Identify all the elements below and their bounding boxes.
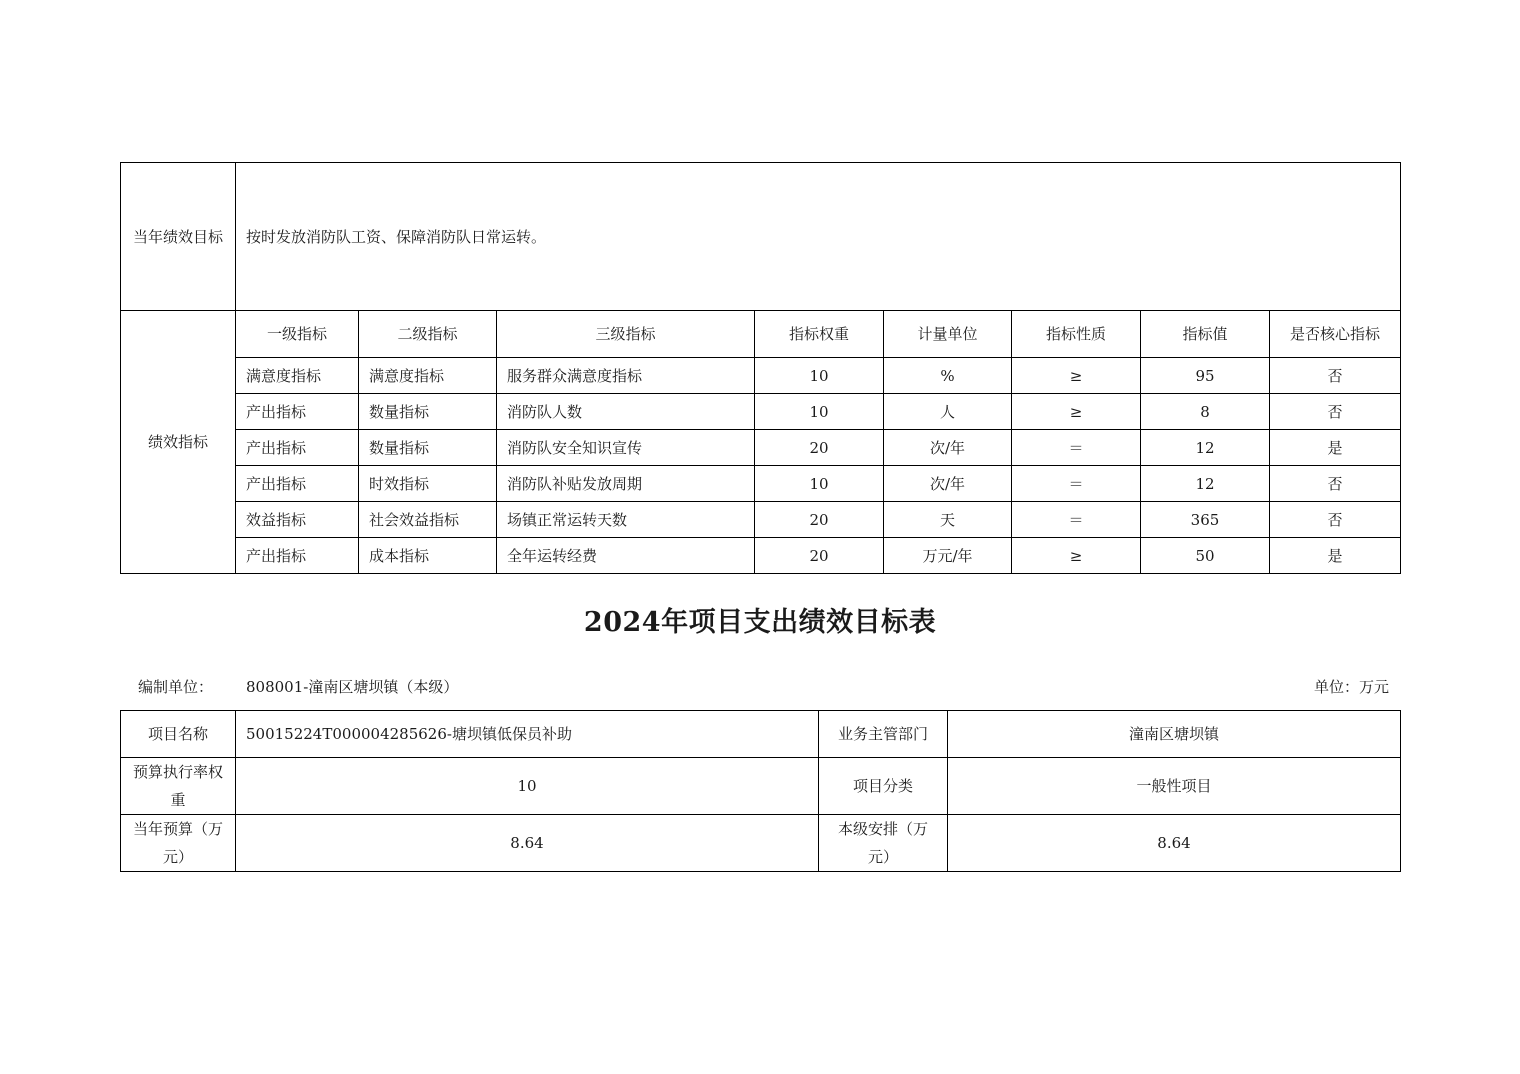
- header-cell: 指标值: [1141, 311, 1270, 358]
- project-info-table: [120, 710, 1401, 872]
- level2-cell: 社会效益指标: [359, 502, 497, 538]
- value-cell: 8: [1141, 394, 1270, 430]
- unit-cell: 天: [884, 502, 1012, 538]
- goal-text: 按时发放消防队工资、保障消防队日常运转。: [236, 163, 1401, 311]
- nature-cell: ＝: [1012, 502, 1141, 538]
- table-row: [121, 711, 1401, 758]
- nature-cell: ＝: [1012, 430, 1141, 466]
- unit-cell: 次/年: [884, 430, 1012, 466]
- weight-cell: 20: [755, 430, 884, 466]
- value-cell: 50: [1141, 538, 1270, 574]
- weight-cell: 20: [755, 502, 884, 538]
- value-cell: 95: [1141, 358, 1270, 394]
- unit-cell: %: [884, 358, 1012, 394]
- compiling-unit-value: 808001-潼南区塘坝镇（本级）: [246, 678, 459, 696]
- level3-cell: 消防队人数: [497, 394, 755, 430]
- level2-cell: 数量指标: [359, 430, 497, 466]
- dept-label: 业务主管部门: [819, 711, 948, 758]
- unit-cell: 人: [884, 394, 1012, 430]
- table-row: [121, 538, 1401, 574]
- nature-cell: ≥: [1012, 358, 1141, 394]
- dept-value: 潼南区塘坝镇: [948, 711, 1401, 758]
- header-cell: 是否核心指标: [1270, 311, 1401, 358]
- compiling-unit-label: 编制单位：: [138, 678, 214, 696]
- table-row: [121, 758, 1401, 815]
- exec-weight-value: 10: [236, 758, 819, 815]
- project-name-value: 50015224T000004285626-塘坝镇低保员补助: [236, 711, 819, 758]
- table-row: [121, 358, 1401, 394]
- header-cell: 二级指标: [359, 311, 497, 358]
- goal-row: [121, 163, 1401, 311]
- core-cell: 否: [1270, 394, 1401, 430]
- nature-cell: ≥: [1012, 394, 1141, 430]
- level1-cell: 效益指标: [236, 502, 359, 538]
- exec-weight-label: 预算执行率权重: [121, 758, 236, 815]
- core-cell: 是: [1270, 430, 1401, 466]
- level2-cell: 满意度指标: [359, 358, 497, 394]
- table-row: [121, 502, 1401, 538]
- level3-cell: 服务群众满意度指标: [497, 358, 755, 394]
- core-cell: 是: [1270, 538, 1401, 574]
- local-arrangement-value: 8.64: [948, 815, 1401, 872]
- table-row: [121, 466, 1401, 502]
- nature-cell: ≥: [1012, 538, 1141, 574]
- performance-indicator-table: [120, 162, 1401, 574]
- unit-cell: 万元/年: [884, 538, 1012, 574]
- level1-cell: 产出指标: [236, 538, 359, 574]
- value-cell: 12: [1141, 430, 1270, 466]
- table-row: [121, 815, 1401, 872]
- level3-cell: 场镇正常运转天数: [497, 502, 755, 538]
- core-cell: 否: [1270, 502, 1401, 538]
- header-cell: 计量单位: [884, 311, 1012, 358]
- level3-cell: 全年运转经费: [497, 538, 755, 574]
- weight-cell: 10: [755, 466, 884, 502]
- core-cell: 否: [1270, 358, 1401, 394]
- header-cell: 指标性质: [1012, 311, 1141, 358]
- amount-unit-label: 单位：万元: [1313, 678, 1389, 696]
- weight-cell: 10: [755, 394, 884, 430]
- category-value: 一般性项目: [948, 758, 1401, 815]
- header-cell: 一级指标: [236, 311, 359, 358]
- level3-cell: 消防队安全知识宣传: [497, 430, 755, 466]
- budget-label: 当年预算（万元）: [121, 815, 236, 872]
- level1-cell: 满意度指标: [236, 358, 359, 394]
- goal-label: 当年绩效目标: [121, 163, 236, 311]
- indicator-header-row: [121, 311, 1401, 358]
- level1-cell: 产出指标: [236, 394, 359, 430]
- level1-cell: 产出指标: [236, 466, 359, 502]
- weight-cell: 10: [755, 358, 884, 394]
- nature-cell: ＝: [1012, 466, 1141, 502]
- header-cell: 三级指标: [497, 311, 755, 358]
- indicators-label: 绩效指标: [121, 311, 236, 574]
- table-row: [121, 394, 1401, 430]
- header-cell: 指标权重: [755, 311, 884, 358]
- unit-cell: 次/年: [884, 466, 1012, 502]
- table-row: [121, 430, 1401, 466]
- level3-cell: 消防队补贴发放周期: [497, 466, 755, 502]
- budget-value: 8.64: [236, 815, 819, 872]
- value-cell: 365: [1141, 502, 1270, 538]
- level2-cell: 时效指标: [359, 466, 497, 502]
- value-cell: 12: [1141, 466, 1270, 502]
- project-name-label: 项目名称: [121, 711, 236, 758]
- category-label: 项目分类: [819, 758, 948, 815]
- page-title: 2024年项目支出绩效目标表: [583, 607, 937, 638]
- local-arrangement-label: 本级安排（万元）: [819, 815, 948, 872]
- level2-cell: 成本指标: [359, 538, 497, 574]
- level1-cell: 产出指标: [236, 430, 359, 466]
- core-cell: 否: [1270, 466, 1401, 502]
- level2-cell: 数量指标: [359, 394, 497, 430]
- weight-cell: 20: [755, 538, 884, 574]
